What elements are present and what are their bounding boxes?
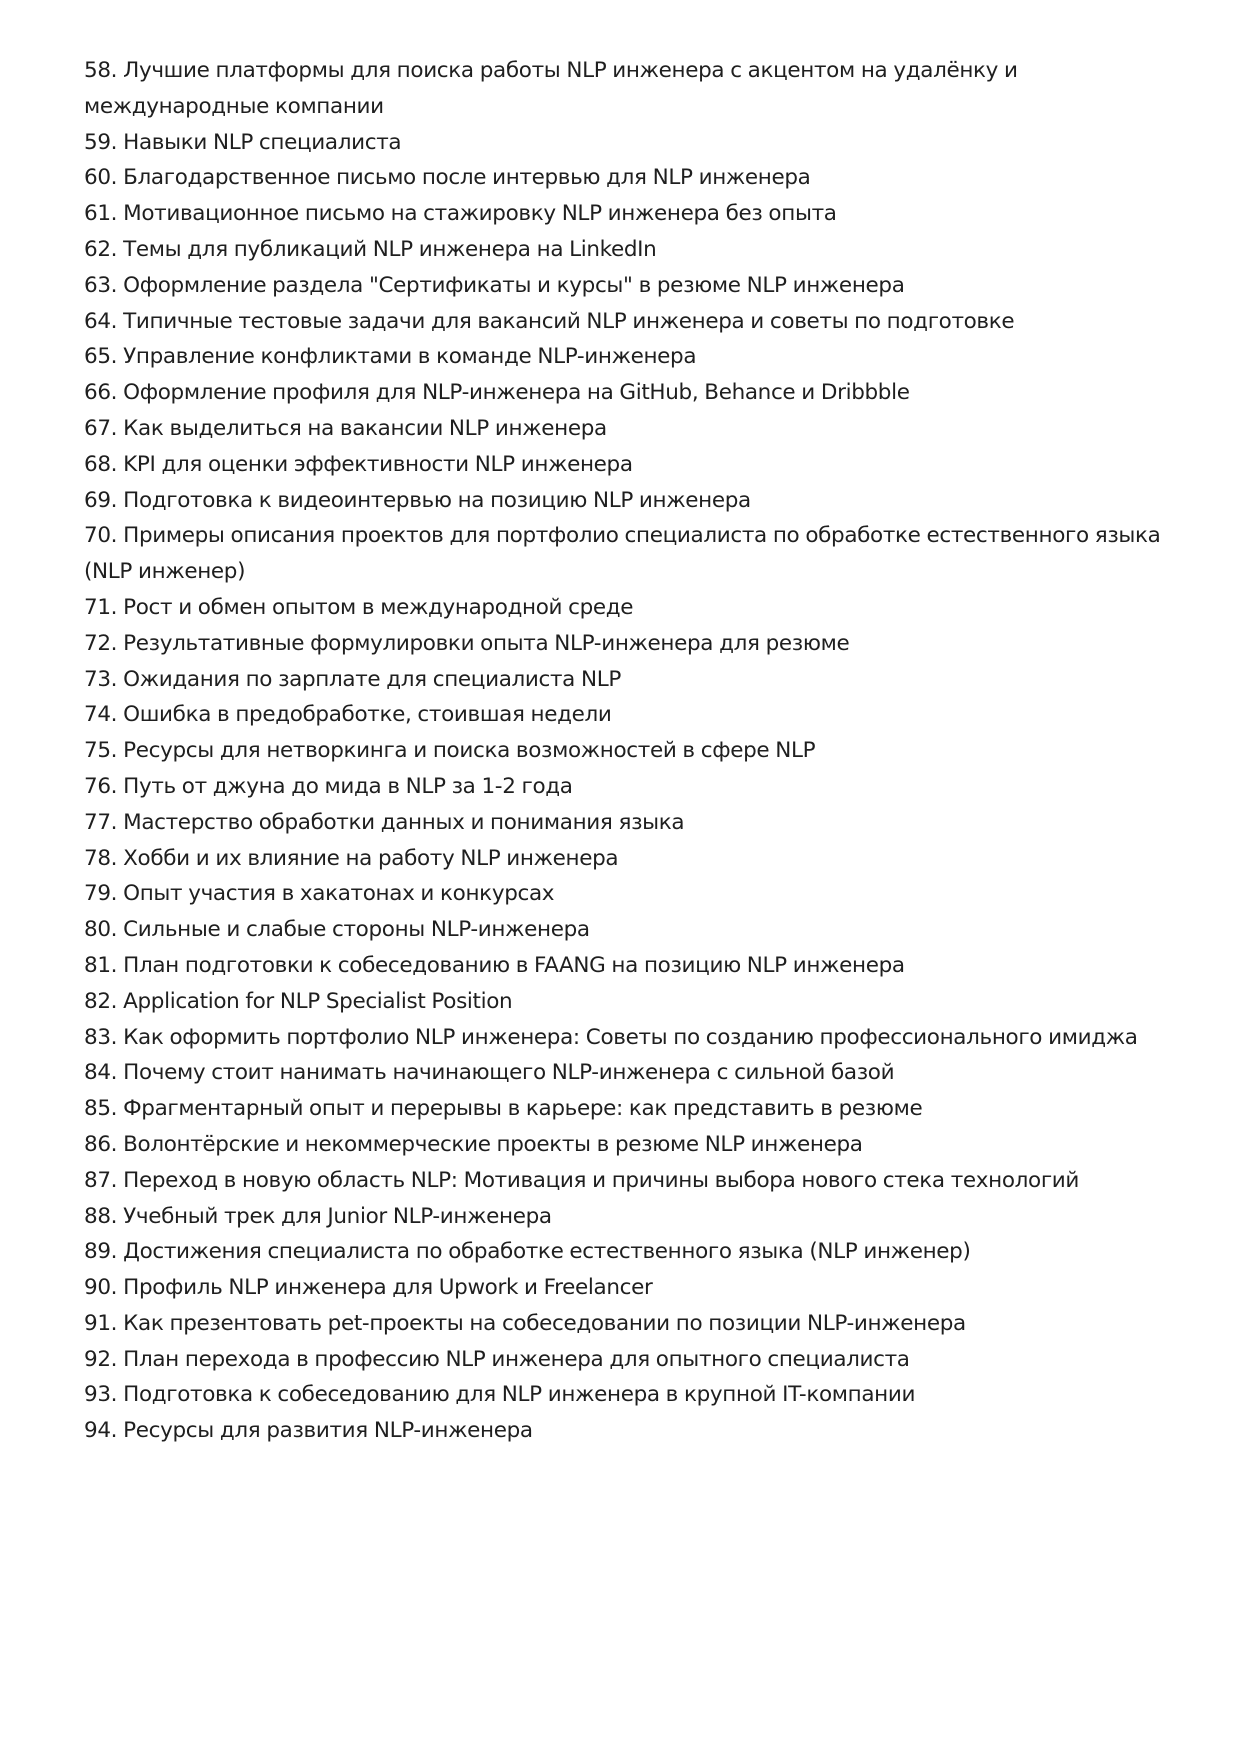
list-item-number: 68. [84,451,118,477]
list-item [84,984,1174,1020]
list-item-number: 92. [84,1346,118,1372]
list-item [84,876,1174,912]
list-item-text: План перехода в профессию NLP инженера для опытного специалиста [123,1346,910,1372]
list-item [84,304,1174,340]
list-item-number: 82. [84,988,118,1014]
list-item-number: 65. [84,344,118,370]
list-item-text: Рост и обмен опытом в международной среде [123,594,634,620]
list-item-number: 88. [84,1203,118,1229]
list-item-number: 75. [84,738,118,764]
list-item [84,1270,1174,1306]
list-item-number: 59. [84,129,118,155]
list-item-text: Темы для публикаций NLP инженера на LinkedIn [123,236,657,262]
list-item-text: Почему стоит нанимать начинающего NLP-инженера с сильной базой [123,1060,895,1086]
list-item-text: Переход в новую область NLP: Мотивация и причины выбора нового стека технологий [123,1167,1080,1193]
list-item-number: 64. [84,308,118,334]
list-item [84,733,1174,769]
list-item-number: 87. [84,1167,118,1193]
list-item [84,1413,1174,1449]
list-item [84,1342,1174,1378]
list-item-text: Примеры описания проектов для портфолио специалиста по обработке естественного языка (NLP инженер) [84,523,1161,585]
list-item [84,160,1174,196]
list-item-number: 67. [84,415,118,441]
list-item [84,483,1174,519]
list-item-number: 94. [84,1418,118,1444]
list-item [84,841,1174,877]
list-item-text: Оформление профиля для NLP-инженера на GitHub, Behance и Dribbble [123,380,910,406]
list-item-number: 93. [84,1382,118,1408]
document-page [84,53,1174,1449]
list-item [84,697,1174,733]
list-item [84,1199,1174,1235]
list-item-number: 73. [84,666,118,692]
list-item-text: Как оформить портфолио NLP инженера: Советы по созданию профессионального имиджа [123,1024,1138,1050]
list-item-text: Лучшие платформы для поиска работы NLP инженера с акцентом на удалёнку и международные компании [84,58,1018,119]
list-item [84,518,1174,590]
list-item-number: 77. [84,809,118,835]
list-item [84,1377,1174,1413]
list-item [84,268,1174,304]
list-item-number: 66. [84,380,118,406]
list-item-number: 72. [84,630,118,656]
list-item-number: 90. [84,1275,118,1301]
numbered-list [84,53,1174,1449]
list-item-text: Путь от джуна до мида в NLP за 1-2 года [123,773,573,799]
list-item-text: Хобби и их влияние на работу NLP инженера [123,845,619,871]
list-item [84,375,1174,411]
list-item [84,1020,1174,1056]
list-item-number: 71. [84,594,118,620]
list-item-text: План подготовки к собеседованию в FAANG на позицию NLP инженера [123,952,905,978]
list-item [84,1306,1174,1342]
list-item-number: 86. [84,1131,118,1157]
list-item-text: Application for NLP Specialist Position [123,988,513,1014]
list-item-text: Типичные тестовые задачи для вакансий NLP инженера и советы по подготовке [123,308,1015,334]
list-item [84,196,1174,232]
list-item-text: Подготовка к собеседованию для NLP инженера в крупной IT-компании [123,1382,916,1408]
list-item [84,232,1174,268]
list-item-text: Управление конфликтами в команде NLP-инженера [123,344,697,370]
list-item-text: Благодарственное письмо после интервью для NLP инженера [123,165,811,191]
list-item-text: Достижения специалиста по обработке естественного языка (NLP инженер) [123,1239,971,1265]
list-item [84,1127,1174,1163]
list-item [84,1055,1174,1091]
list-item-text: Мотивационное письмо на стажировку NLP инженера без опыта [123,201,837,227]
list-item [84,447,1174,483]
list-item-text: Фрагментарный опыт и перерывы в карьере: как представить в резюме [123,1096,923,1122]
list-item-number: 76. [84,773,118,799]
list-item-text: Ресурсы для нетворкинга и поиска возможностей в сфере NLP [123,738,816,764]
list-item-number: 78. [84,845,118,871]
list-item-text: Мастерство обработки данных и понимания языка [123,809,685,835]
list-item [84,662,1174,698]
list-item-number: 89. [84,1239,118,1265]
list-item [84,411,1174,447]
list-item [84,805,1174,841]
list-item-number: 85. [84,1096,118,1122]
list-item-number: 58. [84,58,118,83]
list-item [84,948,1174,984]
list-item-text: Подготовка к видеоинтервью на позицию NLP инженера [123,487,751,513]
list-item [84,590,1174,626]
list-item-text: Профиль NLP инженера для Upwork и Freelancer [123,1275,653,1301]
list-item [84,53,1174,125]
list-item-text: Ошибка в предобработке, стоившая недели [123,702,612,728]
list-item [84,626,1174,662]
list-item-text: Как презентовать pet-проекты на собеседовании по позиции NLP-инженера [123,1310,966,1336]
list-item-number: 62. [84,236,118,262]
list-item-text: Ресурсы для развития NLP-инженера [123,1418,533,1444]
list-item-text: Результативные формулировки опыта NLP-инженера для резюме [123,630,850,656]
list-item-text: Опыт участия в хакатонах и конкурсах [123,881,555,907]
list-item-number: 61. [84,201,118,227]
list-item-text: KPI для оценки эффективности NLP инженера [123,451,633,477]
list-item-number: 84. [84,1060,118,1086]
list-item-number: 81. [84,952,118,978]
list-item [84,1234,1174,1270]
list-item-text: Учебный трек для Junior NLP-инженера [123,1203,552,1229]
list-item-number: 63. [84,272,118,298]
list-item-number: 74. [84,702,118,728]
list-item-number: 60. [84,165,118,191]
list-item-number: 83. [84,1024,118,1050]
list-item [84,912,1174,948]
list-item-text: Сильные и слабые стороны NLP-инженера [123,917,590,943]
list-item-text: Навыки NLP специалиста [123,129,402,155]
list-item [84,339,1174,375]
list-item-number: 91. [84,1310,118,1336]
list-item [84,769,1174,805]
list-item-number: 80. [84,917,118,943]
list-item-text: Ожидания по зарплате для специалиста NLP [123,666,621,692]
list-item-text: Как выделиться на вакансии NLP инженера [123,415,607,441]
list-item [84,1163,1174,1199]
list-item-text: Волонтёрские и некоммерческие проекты в резюме NLP инженера [123,1131,863,1157]
list-item-number: 69. [84,487,118,513]
list-item [84,125,1174,161]
list-item [84,1091,1174,1127]
list-item-number: 70. [84,523,118,549]
list-item-text: Оформление раздела "Сертификаты и курсы" в резюме NLP инженера [123,272,905,298]
list-item-number: 79. [84,881,118,907]
